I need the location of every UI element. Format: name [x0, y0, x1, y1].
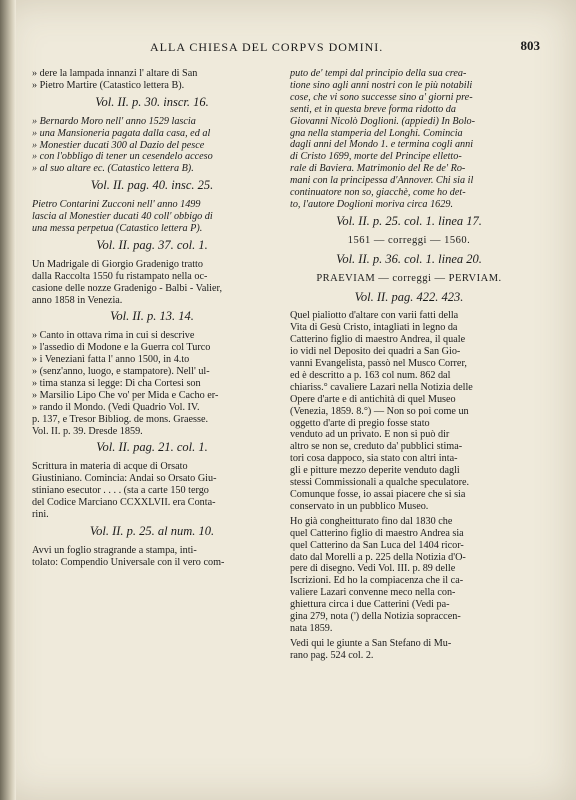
text-line: » Canto in ottava rima in cui si descrive: [32, 330, 195, 342]
running-title: ALLA CHIESA DEL CORPVS DOMINI.: [150, 40, 384, 54]
text-line: Opere d'arte e di antichità di quel Museo: [290, 393, 456, 405]
text-line: quel Catterino figlio di maestro Andrea sia: [290, 527, 464, 539]
text-line: venduto ad un privato. E non si può dir: [290, 429, 450, 441]
paragraph: [32, 116, 272, 176]
text-line: Catterino figlio di maestro Andrea, il quale: [290, 334, 466, 346]
text-line: » con l'obbligo di tener un cesendelo acceso: [32, 151, 213, 163]
text-line: una messa perpetua (Catastico lettera P).: [32, 222, 203, 234]
text-line: stessi Commissionali a qualche speculatore.: [290, 477, 470, 489]
text-line: tori cosa dappoco, sia stato con altri inta-: [290, 453, 458, 465]
text-line: di Cristo 1699, morte del Principe elletto-: [290, 151, 462, 163]
paragraph: [290, 516, 528, 635]
erratum-line: PRAEVIAM — correggi — PERVIAM.: [316, 272, 502, 284]
text-line: Pietro Contarini Zucconi nell' anno 1499: [32, 199, 201, 211]
paragraph: [290, 638, 528, 662]
text-line: tolato: Compendio Universale con il vero com-: [32, 556, 225, 568]
text-line: mani con la principessa d'Annover. Chi sia il: [290, 175, 474, 187]
section-heading: Vol. II. p. 25. col. 1. linea 17.: [336, 213, 482, 228]
text-line: stiniano esecutor . . . . (sta a carte 150 tergo: [32, 485, 209, 497]
text-line: vanni Evangelista, passò nel Musco Correr,: [290, 358, 467, 370]
text-line: » Monestier ducati 300 al Dazio del pesce: [32, 139, 205, 151]
text-line: altro se non se, creduto da' pubblici stima-: [290, 441, 463, 453]
text-line: nata 1859.: [290, 622, 333, 634]
section-heading: Vol. II. p. 30. inscr. 16.: [95, 94, 209, 109]
paragraph: [290, 68, 528, 211]
text-line: gina 279, nota (') della Notizia sopraccen-: [290, 611, 461, 623]
text-line: tione sino agli anni nostri con le più notabili: [290, 79, 473, 91]
text-line: lascia al Monestier ducati 40 coll' obbigo di: [32, 211, 213, 223]
text-line: » Marsilio Lipo Che vo' per Mida e Cacho er-: [32, 389, 219, 401]
text-line: Vol. II. p. 39. Dresde 1859.: [32, 425, 143, 437]
text-line: io vidi nel Deposito dei quadri a San Gio-: [290, 346, 461, 358]
text-line: anno 1858 in Venezia.: [32, 294, 123, 306]
erratum-line: 1561 — correggi — 1560.: [347, 234, 471, 246]
text-line: Un Madrigale di Giorgio Gradenigo tratto: [32, 258, 203, 270]
text-line: » al suo altare ec. (Catastico lettera B).: [32, 163, 194, 175]
section-heading: Vol. II. pag. 37. col. 1.: [96, 237, 208, 252]
page-number: 803: [520, 38, 540, 53]
text-line: Avvi un foglio stragrande a stampa, inti-: [32, 544, 197, 556]
text-line: Vedi qui le giunte a San Stefano di Mu-: [290, 637, 452, 649]
text-line: gna nella stamperia del Longhi. Comincia: [290, 127, 463, 139]
text-line: puto de' tempi dal principio della sua crea-: [290, 68, 467, 79]
text-line: to, l'autore Doglioni moriva circa 1629.: [290, 198, 453, 210]
text-line: Scrittura in materia di acque di Orsato: [32, 461, 188, 473]
text-line: » Pietro Martire (Catastico lettera B).: [32, 79, 185, 91]
text-line: rini.: [32, 509, 49, 520]
text-line: conservato in un pubblico Museo.: [290, 500, 429, 512]
text-line: Giovanni Nicolò Doglioni. (appiedi) In Bolo-: [290, 115, 476, 127]
text-line: » dere la lampada innanzi l' altare di San: [32, 68, 198, 79]
paragraph: [290, 310, 528, 512]
text-line: » rando il Mondo. (Vedi Quadrio Vol. IV.: [32, 401, 200, 413]
text-line: Giustiniano. Comincia: Andai so Orsato Giu-: [32, 473, 217, 485]
text-line: » Bernardo Moro nell' anno 1529 lascia: [32, 115, 196, 127]
text-line: gli e pitture mezzo deperite venduto dagli: [290, 465, 460, 477]
text-line: valiere Lazari convenne meco nella con-: [290, 587, 456, 599]
text-line: oggetto d'arte di pregio fosse stato: [290, 417, 430, 429]
text-line: dato dal Morelli a p. 225 della Notizia d'O-: [290, 551, 466, 563]
text-line: Ho già congheitturato fino dal 1830 che: [290, 515, 453, 527]
right-column: [290, 68, 528, 665]
section-heading: Vol. II. pag. 422. 423.: [354, 289, 464, 304]
text-line: » (senz'anno, luogo, e stampatore). Nell' ul-: [32, 366, 210, 378]
paragraph: [32, 545, 272, 569]
text-line: dagli anni del Mondo 1. e termina cogli anni: [290, 139, 474, 151]
text-line: » i Venezianì fatta l' anno 1500, in 4.to: [32, 354, 190, 366]
text-line: Quel pialiotto d'altare con varii fatti della: [290, 310, 459, 322]
paragraph: [32, 199, 272, 235]
text-line: del Codice Marciano CCXXLVII. era Conta-: [32, 497, 216, 509]
text-line: casione delle nozze Gradenigo - Balbi - Valier,: [32, 282, 223, 294]
page-spine-shadow: [0, 0, 16, 800]
section-heading: Vol. II. pag. 40. insc. 25.: [90, 178, 214, 193]
text-line: Iscrizioni. Ed ho la compiacenza che il ca-: [290, 575, 464, 587]
text-line: Vita di Gesù Cristo, intagliati in legno da: [290, 322, 458, 334]
paragraph: [32, 68, 272, 92]
left-column: [32, 68, 272, 572]
text-line: cose, che vi sono successe sino a' giorni pre-: [290, 91, 473, 103]
text-line: senti, et in questa breve forma ridotto da: [290, 103, 456, 115]
paragraph: [32, 259, 272, 307]
section-heading: Vol. II. p. 25. al num. 10.: [89, 523, 215, 538]
section-heading: Vol. II. p. 13. 14.: [110, 309, 194, 324]
text-line: » tima stanza si legge: Di cha Cortesi son: [32, 377, 201, 389]
text-line: pere di disegno. Vedi Vol. III. p. 89 delle: [290, 563, 456, 575]
text-line: quel Catterino da San Luca del 1404 ricor-: [290, 539, 464, 551]
text-line: ghiettura circa i due Catterini (Vedi pa-: [290, 599, 450, 611]
text-line: (Venezia, 1859. 8.°) — Non so poi come un: [290, 405, 469, 417]
text-line: dalla Raccolta 1550 fu ristampato nella oc-: [32, 270, 208, 282]
paragraph: [32, 330, 272, 437]
text-line: rano pag. 524 col. 2.: [290, 649, 374, 661]
section-heading: Vol. II. pag. 21. col. 1.: [96, 440, 208, 455]
paragraph: [32, 461, 272, 521]
text-line: rale di Baviera. Matrimonio del Re de' Ro-: [290, 163, 466, 175]
text-line: ed è descritto a p. 163 col num. 862 dal: [290, 369, 451, 381]
section-heading: Vol. II. p. 36. col. 1. linea 20.: [336, 251, 482, 266]
text-line: Comunque fosse, io assai piacere che si sia: [290, 489, 466, 500]
text-line: p. 137, e Tresor Bibliog. de mons. Graesse.: [32, 413, 209, 425]
text-line: » l'assedio di Modone e la Guerra col Turco: [32, 342, 211, 354]
text-line: » una Mansioneria pagata dalla casa, ed al: [32, 127, 211, 139]
text-line: chiariss.° cavaliere Lazari nella Notizia delle: [290, 381, 473, 393]
text-line: continuatore non so, giacchè, come ho det-: [290, 187, 466, 199]
